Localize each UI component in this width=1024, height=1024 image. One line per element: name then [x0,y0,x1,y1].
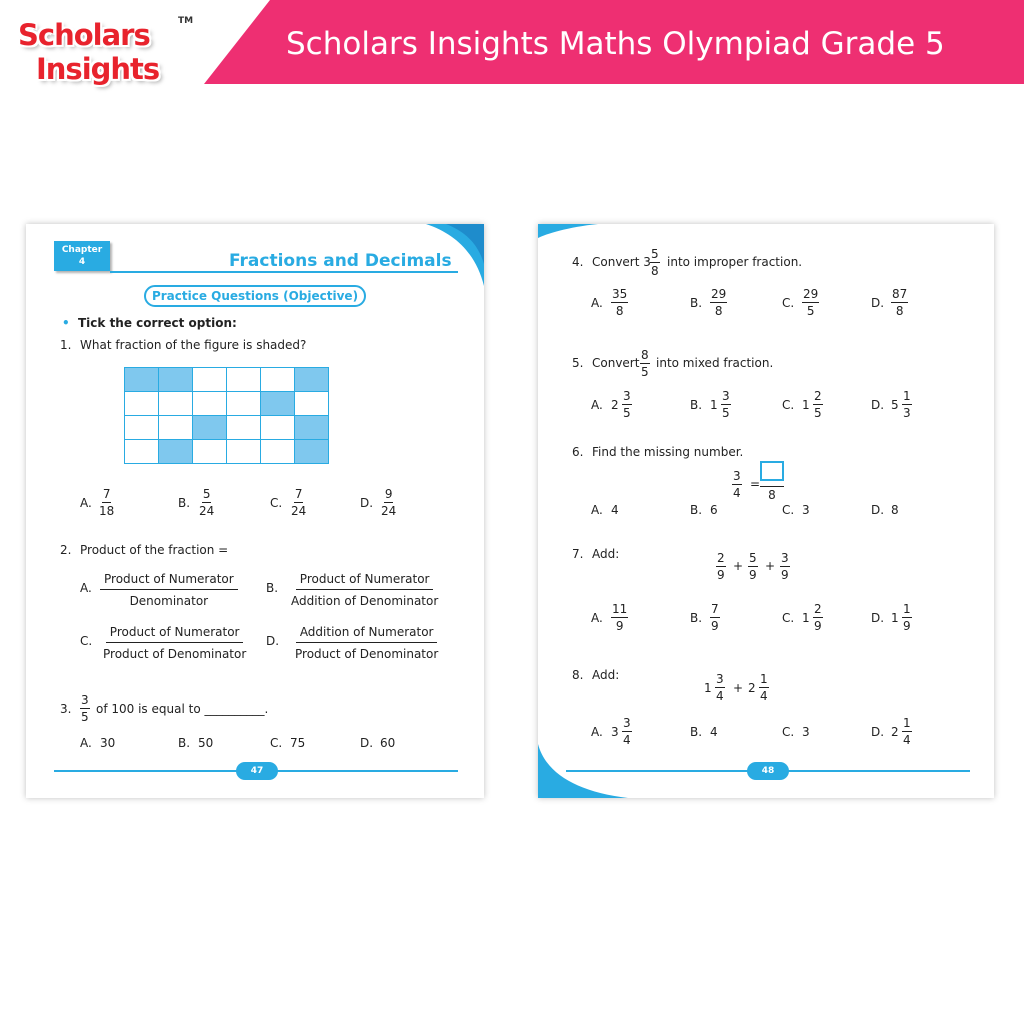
unshaded-cell [159,392,193,416]
q7-term-3 [780,551,790,582]
q7-text: Add: [592,547,620,561]
q4-number: 4. [572,255,584,269]
denominator: 18 [99,504,115,518]
numerator: 2 [717,551,725,565]
q6-number: 6. [572,445,584,459]
denominator: 5 [814,406,822,420]
q8-text: Add: [592,668,620,682]
denominator: 9 [615,619,624,633]
q7-option-c-fraction [813,602,823,633]
denominator: 5 [81,710,89,724]
q8-option-b-label: B. [690,725,703,739]
instruction: Tick the correct option: [78,316,237,330]
missing-number-box[interactable] [760,461,784,481]
shaded-cell [295,440,329,464]
q7-option-d-label: D. [871,611,885,625]
chapter-label: Chapter [61,245,103,255]
q1-option-b-fraction [198,487,215,518]
q5-option-c-fraction [813,389,823,420]
q4-text-after: into improper fraction. [667,255,803,269]
denominator: 8 [768,488,776,502]
denominator: 4 [716,689,724,703]
q4-option-c-fraction [802,287,819,318]
chapter-badge [54,241,110,271]
q1-text: What fraction of the figure is shaded? [80,338,307,352]
denominator: 9 [903,619,911,633]
unshaded-cell [125,392,159,416]
numerator: 1 [760,672,768,686]
q7-option-a-label: A. [591,611,603,625]
q7-term-2 [748,551,758,582]
book-title: Scholars Insights Maths Olympiad Grade 5 [286,26,945,62]
unshaded-cell [193,440,227,464]
q8-option-a-whole: 3 [611,725,619,739]
q4-option-a-fraction [611,287,628,318]
q2-option-d-label: D. [266,634,280,648]
numerator: 11 [612,602,628,616]
q5-option-c-label: C. [782,398,795,412]
q4-text-before: Convert 3 [592,255,651,269]
denominator: 9 [749,568,757,582]
q6-option-d-label: D. [871,503,885,517]
q5-number: 5. [572,356,584,370]
numerator: 35 [612,287,628,301]
q3-option-d-value: 60 [380,736,396,750]
q3-fraction [80,693,90,724]
numerator: 29 [803,287,819,301]
unshaded-cell [125,416,159,440]
q8-option-c-value: 3 [802,725,810,739]
unshaded-cell [227,416,261,440]
unshaded-cell [227,368,261,392]
q1-number: 1. [60,338,72,352]
q7-plus-1: + [733,559,744,573]
q1-option-b-label: B. [178,496,191,510]
unshaded-cell [125,440,159,464]
q1-option-c-label: C. [270,496,283,510]
q5-option-d-fraction [902,389,912,420]
numerator: 2 [814,389,822,403]
q1-option-d-fraction [380,487,397,518]
q6-option-c-label: C. [782,503,795,517]
denominator: 24 [291,504,307,518]
denominator: Addition of Denominator [291,594,439,608]
q7-option-b-label: B. [690,611,703,625]
q4-option-d-fraction [891,287,908,318]
numerator: 2 [814,602,822,616]
q4-fraction [650,247,660,278]
numerator: 7 [294,487,303,501]
q3-number: 3. [60,702,72,716]
q3-option-d-label: D. [360,736,374,750]
q8-option-a-label: A. [591,725,603,739]
q5-option-d-whole: 5 [891,398,899,412]
q1-option-d-label: D. [360,496,374,510]
unshaded-cell [295,392,329,416]
q5-option-c-whole: 1 [802,398,810,412]
page-decoration [538,224,994,798]
numerator: Product of Numerator [106,625,244,643]
q1-shaded-figure [124,367,329,464]
trademark-mark: TM [178,16,194,26]
denominator: 8 [651,264,659,278]
shaded-cell [295,368,329,392]
unshaded-cell [261,440,295,464]
numerator: 3 [623,716,631,730]
chapter-number: 4 [78,257,86,267]
unshaded-cell [227,440,261,464]
section-title: Practice Questions (Objective) [144,285,366,307]
denominator: 9 [711,619,719,633]
numerator [760,461,784,487]
q7-term-1 [716,551,726,582]
q4-option-c-label: C. [782,296,795,310]
q2-text: Product of the fraction = [80,543,229,557]
numerator: 3 [733,469,741,483]
q3-option-c-label: C. [270,736,283,750]
denominator: Denominator [129,594,209,608]
numerator: 29 [711,287,727,301]
denominator: 8 [615,304,624,318]
q6-option-c-value: 3 [802,503,810,517]
q7-option-d-fraction [902,602,912,633]
q6-option-a-label: A. [591,503,603,517]
q5-option-b-whole: 1 [710,398,718,412]
q8-option-a-fraction [622,716,632,747]
q7-option-a-fraction [611,602,628,633]
page-number: 48 [747,762,789,780]
q5-option-d-label: D. [871,398,885,412]
numerator: 3 [716,672,724,686]
q3-option-a-label: A. [80,736,92,750]
q2-option-b-fraction [290,572,439,608]
denominator: Product of Denominator [103,647,247,661]
unshaded-cell [227,392,261,416]
q4-option-a-label: A. [591,296,603,310]
unshaded-cell [193,392,227,416]
q5-text-before: Convert [592,356,640,370]
unshaded-cell [261,416,295,440]
shaded-cell [295,416,329,440]
numerator: Product of Numerator [100,572,238,590]
denominator: 4 [903,733,911,747]
numerator: 3 [81,693,89,707]
q3-text: of 100 is equal to __________. [96,702,269,716]
q7-option-b-fraction [710,602,720,633]
q1-option-a-fraction [98,487,115,518]
denominator: 5 [623,406,631,420]
scholars-insights-logo [18,14,194,94]
denominator: 5 [806,304,815,318]
numerator: Addition of Numerator [296,625,438,643]
q2-option-a-label: A. [80,581,92,595]
denominator: 9 [781,568,789,582]
denominator: 3 [903,406,911,420]
q5-option-a-label: A. [591,398,603,412]
q8-term-2-whole: 2 [748,681,756,695]
q3-option-a-value: 30 [100,736,116,750]
q5-option-a-whole: 2 [611,398,619,412]
q4-option-b-fraction [710,287,727,318]
q7-option-c-label: C. [782,611,795,625]
q8-term-1-fraction [715,672,725,703]
shaded-cell [159,440,193,464]
denominator: 24 [381,504,397,518]
q8-number: 8. [572,668,584,682]
denominator: 5 [722,406,730,420]
q6-option-b-label: B. [690,503,703,517]
q8-option-c-label: C. [782,725,795,739]
q7-option-d-whole: 1 [891,611,899,625]
logo-word-1: Scholars [18,18,150,52]
q6-equals: = [750,477,761,491]
denominator: 4 [623,733,631,747]
q8-term-2-fraction [759,672,769,703]
q7-number: 7. [572,547,584,561]
q8-option-d-label: D. [871,725,885,739]
denominator: Product of Denominator [295,647,439,661]
unshaded-cell [159,416,193,440]
logo-word-2: Insights [36,52,160,86]
numerator: 5 [651,247,659,261]
q3-option-c-value: 75 [290,736,306,750]
shaded-cell [193,416,227,440]
q2-option-c-fraction [102,625,247,661]
q8-plus: + [733,681,744,695]
q4-option-b-label: B. [690,296,703,310]
q6-lhs-fraction [732,469,742,500]
numerator: 3 [623,389,631,403]
numerator: 7 [102,487,111,501]
denominator: 4 [733,486,741,500]
denominator: 24 [199,504,215,518]
page-number: 47 [236,762,278,780]
q1-option-a-label: A. [80,496,92,510]
q5-option-b-label: B. [690,398,703,412]
q6-text: Find the missing number. [592,445,744,459]
numerator: 9 [384,487,393,501]
numerator: Product of Numerator [296,572,434,590]
q4-option-d-label: D. [871,296,885,310]
numerator: 1 [903,389,911,403]
page-48 [538,224,994,798]
q2-number: 2. [60,543,72,557]
numerator: 3 [781,551,789,565]
q2-option-b-label: B. [266,581,279,595]
denominator: 4 [760,689,768,703]
q5-fraction [640,348,650,379]
shaded-cell [261,392,295,416]
q3-option-b-value: 50 [198,736,214,750]
q6-option-b-value: 6 [710,503,718,517]
bullet-icon: • [62,316,70,330]
numerator: 1 [903,716,911,730]
q8-term-1-whole: 1 [704,681,712,695]
denominator: 5 [641,365,649,379]
q1-option-c-fraction [290,487,307,518]
shaded-cell [159,368,193,392]
q2-option-c-label: C. [80,634,93,648]
q5-option-b-fraction [721,389,731,420]
q8-option-b-value: 4 [710,725,718,739]
denominator: 8 [714,304,723,318]
q3-option-b-label: B. [178,736,191,750]
numerator: 5 [202,487,211,501]
chapter-underline [110,271,458,273]
unshaded-cell [261,368,295,392]
numerator: 3 [722,389,730,403]
numerator: 7 [711,602,719,616]
q8-option-d-whole: 2 [891,725,899,739]
q6-rhs-fraction [760,461,784,502]
denominator: 9 [717,568,725,582]
unshaded-cell [193,368,227,392]
numerator: 5 [749,551,757,565]
q2-option-a-fraction [100,572,238,608]
chapter-title: Fractions and Decimals [229,251,452,271]
q7-plus-2: + [765,559,776,573]
q6-option-a-value: 4 [611,503,619,517]
q8-option-d-fraction [902,716,912,747]
q2-option-d-fraction [294,625,439,661]
numerator: 87 [892,287,908,301]
q5-option-a-fraction [622,389,632,420]
numerator: 8 [641,348,649,362]
page-47 [26,224,484,798]
shaded-cell [125,368,159,392]
denominator: 9 [814,619,822,633]
q5-text-after: into mixed fraction. [656,356,774,370]
denominator: 8 [895,304,904,318]
q6-option-d-value: 8 [891,503,899,517]
numerator: 1 [903,602,911,616]
q7-option-c-whole: 1 [802,611,810,625]
